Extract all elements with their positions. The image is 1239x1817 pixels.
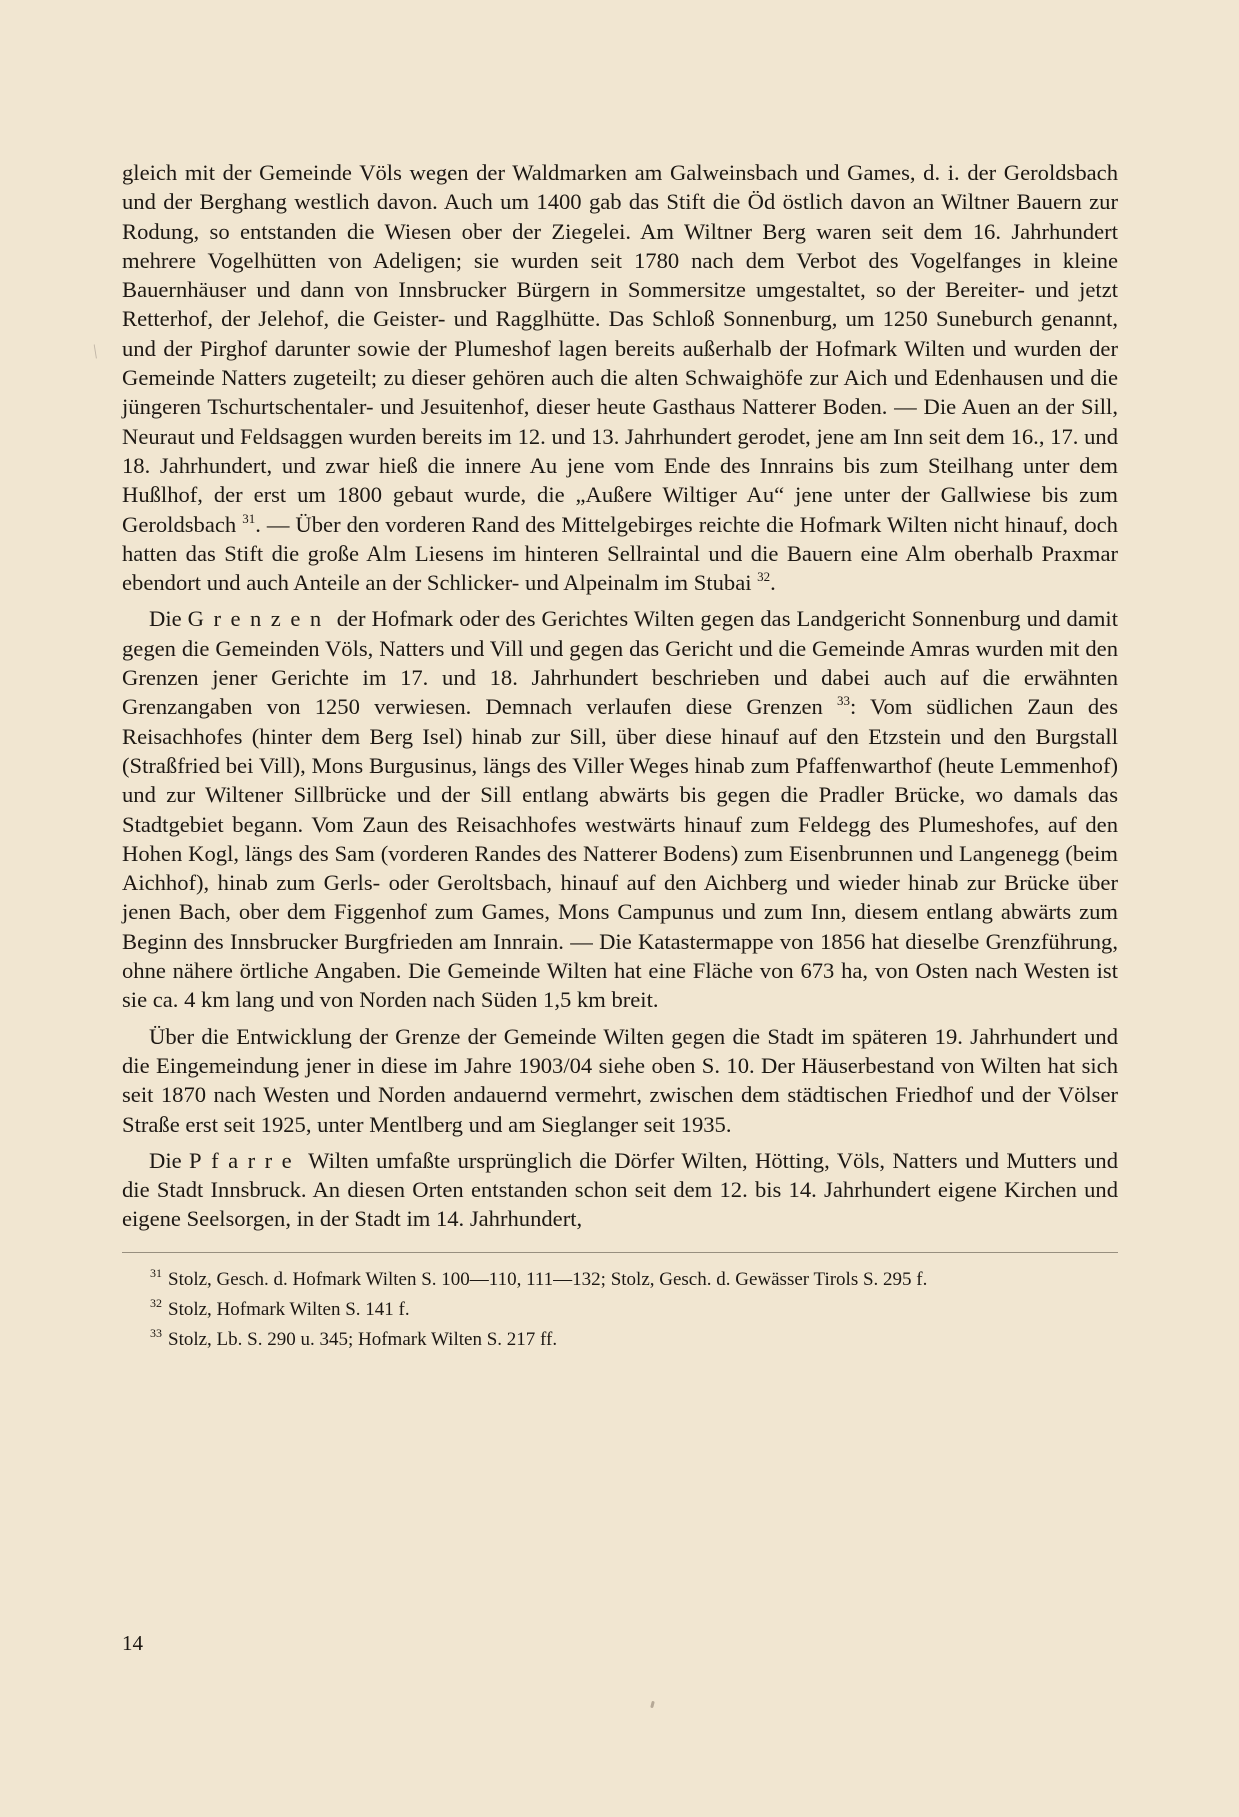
- paragraph-2-lead: Die: [149, 606, 188, 632]
- spaced-term-grenzen: Grenzen: [187, 606, 331, 632]
- spaced-term-pfarre: Pfarre: [189, 1147, 302, 1173]
- paragraph-2-text-a: der Hofmark oder des Gerichtes Wilten gegen das Landgericht Sonnenburg und damit gegen die Gemeinden Völs, Natters und Vill und gegen das Gericht und die Gemeinde Amras wurden mit den Grenzen jener Gerichte im 17. und 18. Jahrhundert beschrieben und dabei auch auf die erwähnten Grenzangaben von 1250 verwiesen. Demnach verlaufen diese Grenzen: [122, 606, 1118, 720]
- paragraph-2: [122, 604, 1118, 1014]
- paragraph-1-text-c: .: [770, 570, 776, 596]
- paragraph-1: [122, 158, 1118, 597]
- paragraph-1-text-b: . — Über den vorderen Rand des Mittelgebirges reichte die Hofmark Wilten nicht hinauf, doch hatten das Stift die große Alm Liesens im hinteren Sellraintal und die Bauern eine Alm oberhalb Praxmar ebendort und auch Anteile an der Schlicker- und Alpeinalm im Stubai: [122, 511, 1118, 596]
- footnotes: [122, 1267, 1118, 1353]
- footnote-33: 33 Stolz, Lb. S. 290 u. 345; Hofmark Wilten S. 217 ff.: [150, 1325, 558, 1350]
- paragraph-4: [122, 1146, 1118, 1234]
- paragraph-2-text-b: : Vom südlichen Zaun des Reisachhofes (hinter dem Berg Isel) hinab zur Sill, über diese hinauf auf den Etzstein und den Burgstall (Straßfried bei Vill), Mons Burgusinus, längs des Viller Weges hinab zum Pfaffenwarthof (heute Lemmenhof) und zur Wiltener Sillbrücke und der Sill entlang abwärts bis gegen die Pradler Brücke, wo damals das Stadtgebiet begann. Vom Zaun des Reisachhofes westwärts hinauf zum Feldegg des Plumeshofes, auf den Hohen Kogl, längs des Sam (vorderen Randes des Natterer Bodens) zum Eisenbrunnen und Langenegg (beim Aichhof), hinab zum Gerls- oder Geroltsbach, hinauf auf den Aichberg und wieder hinab zur Brücke über jenen Bach, ober dem Figgenhof zum Games, Mons Campunus und zum Inn, diesem entlang abwärts zum Beginn des Innsbrucker Burgfrieden am Innrain. — Die Katastermappe von 1856 hat dieselbe Grenzführung, ohne nähere örtliche Angaben. Die Gemeinde Wilten hat eine Fläche von 673 ha, von Osten nach Westen ist sie ca. 4 km lang und von Norden nach Süden 1,5 km breit.: [122, 694, 1118, 1013]
- paragraph-1-text-a: gleich mit der Gemeinde Völs wegen der Waldmarken am Galweinsbach und Games, d. i. der Geroldsbach und der Berghang westlich davon. Auch um 1400 gab das Stift die Öd östlich davon an Wiltner Bauern zur Rodung, so entstanden die Wiesen ober der Ziegelei. Am Wiltner Berg waren seit dem 16. Jahrhundert mehrere Vogelhütten von Adeligen; sie wurden seit 1780 nach dem Verbot des Vogelfanges in kleine Bauernhäuser und dann von Innsbrucker Bürgern in Sommersitze umgestaltet, so der Bereiter- und jetzt Retterhof, der Jelehof, die Geister- und Ragglhütte. Das Schloß Sonnenburg, um 1250 Suneburch genannt, und der Pirghof darunter sowie der Plumeshof lagen bereits außerhalb der Hofmark Wilten und wurden der Gemeinde Natters zugeteilt; zu dieser gehören auch die alten Schwaighöfe zur Aich und Edenhausen und die jüngeren Tschurtschentaler- und Jesuitenhof, dieser heute Gasthaus Natterer Boden. — Die Auen an der Sill, Neuraut und Feldsaggen wurden bereits im 12. und 13. Jahrhundert gerodet, jene am Inn seit dem 16., 17. und 18. Jahrhundert, und zwar hieß die innere Au jene vom Ende des Innrains bis zum Steilhang unter dem Hußlhof, der erst um 1800 gebaut wurde, die „Außere Wiltiger Au“ jene unter der Gallwiese bis zum Geroldsbach: [122, 160, 1118, 537]
- book-page: [122, 158, 1118, 1353]
- footnote-text: Stolz, Gesch. d. Hofmark Wilten S. 100—110, 111—132; Stolz, Gesch. d. Gewässer Tirols S. 295 f.: [168, 1268, 928, 1290]
- page-number: 14: [122, 1631, 143, 1655]
- paper-speck: [650, 1701, 655, 1709]
- footnote-text: Stolz, Hofmark Wilten S. 141 f.: [168, 1298, 410, 1320]
- margin-mark-icon: /: [87, 340, 104, 363]
- paragraph-4-text: Wilten umfaßte ursprünglich die Dörfer Wilten, Hötting, Völs, Natters und Mutters und die Stadt Innsbruck. An diesen Orten entstanden schon seit dem 12. bis 14. Jahrhundert eigene Kirchen und eigene Seelsorgen, in der Stadt im 14. Jahrhundert,: [122, 1147, 1118, 1232]
- paragraph-3: Über die Entwicklung der Grenze der Gemeinde Wilten gegen die Stadt im späteren 19. Jahrhundert und die Eingemeindung jener in diese im Jahre 1903/04 siehe oben S. 10. Der Häuserbestand von Wilten hat sich seit 1870 nach Westen und Norden andauernd vermehrt, zwischen dem städtischen Friedhof und der Völser Straße erst seit 1925, unter Mentlberg und am Sieglanger seit 1935.: [122, 1023, 1118, 1137]
- footnote-32: 32 Stolz, Hofmark Wilten S. 141 f.: [150, 1295, 410, 1320]
- footnote-divider: [122, 1252, 1118, 1253]
- footnote-ref-33[interactable]: 33: [837, 693, 851, 709]
- footnote-ref-32[interactable]: 32: [757, 569, 771, 585]
- footnote-31: 31 Stolz, Gesch. d. Hofmark Wilten S. 100—110, 111—132; Stolz, Gesch. d. Gewässer Tirols S. 295 f.: [150, 1265, 928, 1290]
- footnote-ref-31[interactable]: 31: [242, 510, 256, 526]
- paragraph-4-lead: Die: [149, 1147, 190, 1173]
- footnote-text: Stolz, Lb. S. 290 u. 345; Hofmark Wilten S. 217 ff.: [168, 1328, 558, 1350]
